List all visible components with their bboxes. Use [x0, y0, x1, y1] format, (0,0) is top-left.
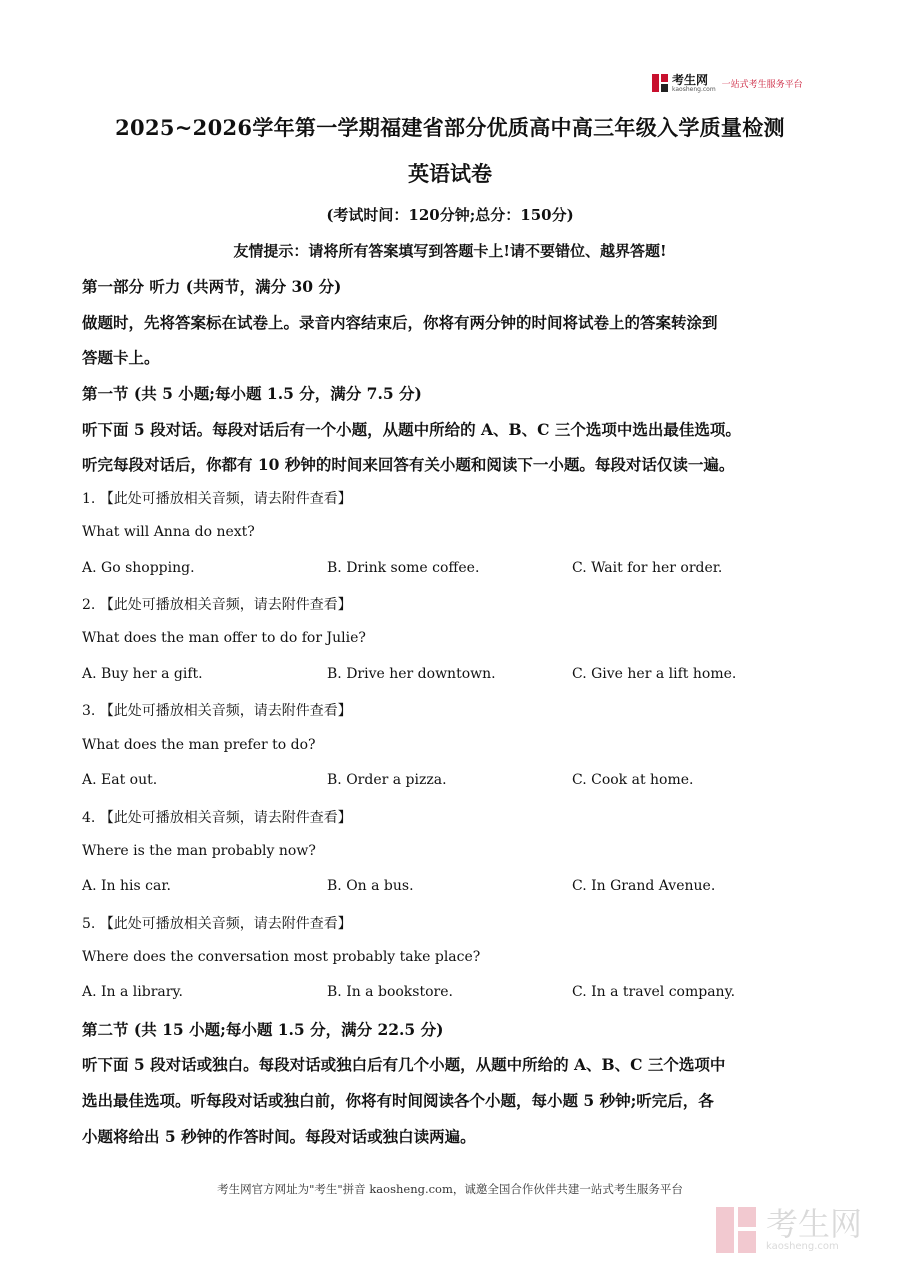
- question-text-q4: Where is the man probably now?: [82, 843, 316, 859]
- audio-placeholder-q1[interactable]: 1. 【此处可播放相关音频，请去附件查看】: [82, 491, 352, 507]
- option-a-q4: A. In his car.: [82, 878, 171, 894]
- question-text-q5: Where does the conversation most probably take place?: [82, 949, 481, 965]
- option-a-q5: A. In a library.: [82, 984, 183, 1000]
- section1-instruction: 听下面 5 段对话。每段对话后有一个小题，从题中所给的 A、B、C 三个选项中选出最佳选项。: [82, 420, 741, 439]
- option-a-q3: A. Eat out.: [82, 772, 158, 788]
- section1-heading: 第一节 (共 5 小题;每小题 1.5 分，满分 7.5 分): [82, 384, 422, 403]
- exam-info: (考试时间：120分钟;总分：150分): [326, 206, 574, 224]
- option-c-q3: C. Cook at home.: [572, 772, 694, 788]
- option-b-q1: B. Drink some coffee.: [327, 560, 480, 576]
- watermark-mark-icon: [716, 1207, 760, 1253]
- section2-instruction: 听下面 5 段对话或独白。每段对话或独白后有几个小题，从题中所给的 A、B、C 三个选项中: [82, 1055, 726, 1074]
- logo-name: 考生网: [672, 72, 709, 87]
- logo-slogan: 一站式考生服务平台: [721, 79, 803, 90]
- section2-heading: 第二节 (共 15 小题;每小题 1.5 分，满分 22.5 分): [82, 1020, 444, 1039]
- part1-instruction: 答题卡上。: [82, 348, 160, 367]
- question-text-q3: What does the man prefer to do?: [82, 737, 316, 753]
- footer-text: 考生网官方网址为"考生"拼音 kaosheng.com，诚邀全国合作伙伴共建一站式考生服务平台: [217, 1182, 683, 1196]
- logo-mark-icon: [652, 74, 668, 92]
- watermark-domain: kaosheng.com: [766, 1241, 839, 1252]
- question-text-q1: What will Anna do next?: [82, 524, 255, 540]
- audio-placeholder-q3[interactable]: 3. 【此处可播放相关音频，请去附件查看】: [82, 703, 352, 719]
- friendly-tip: 友情提示：请将所有答案填写到答题卡上!请不要错位、越界答题!: [233, 242, 667, 260]
- option-c-q4: C. In Grand Avenue.: [572, 878, 716, 894]
- section1-instruction: 听完每段对话后，你都有 10 秒钟的时间来回答有关小题和阅读下一小题。每段对话仅读一遍。: [82, 455, 735, 474]
- question-text-q2: What does the man offer to do for Julie?: [82, 630, 366, 646]
- exam-title: 2025~2026学年第一学期福建省部分优质高中高三年级入学质量检测: [115, 115, 785, 140]
- part1-heading: 第一部分 听力 (共两节，满分 30 分): [82, 277, 342, 296]
- option-c-q2: C. Give her a lift home.: [572, 666, 737, 682]
- audio-placeholder-q5[interactable]: 5. 【此处可播放相关音频，请去附件查看】: [82, 916, 352, 932]
- section2-instruction: 选出最佳选项。听每段对话或独白前，你将有时间阅读各个小题，每小题 5 秒钟;听完后，各: [82, 1091, 714, 1110]
- option-b-q5: B. In a bookstore.: [327, 984, 453, 1000]
- option-a-q1: A. Go shopping.: [82, 560, 195, 576]
- audio-placeholder-q2[interactable]: 2. 【此处可播放相关音频，请去附件查看】: [82, 597, 352, 613]
- watermark-logo: [716, 1204, 886, 1256]
- option-c-q5: C. In a travel company.: [572, 984, 736, 1000]
- watermark-name: 考生网: [766, 1205, 863, 1243]
- site-logo: [652, 72, 803, 94]
- part1-instruction: 做题时，先将答案标在试卷上。录音内容结束后，你将有两分钟的时间将试卷上的答案转涂到: [82, 313, 718, 332]
- option-b-q3: B. Order a pizza.: [327, 772, 447, 788]
- logo-domain: kaosheng.com: [672, 85, 716, 93]
- option-a-q2: A. Buy her a gift.: [82, 666, 203, 682]
- option-c-q1: C. Wait for her order.: [572, 560, 723, 576]
- exam-subtitle: 英语试卷: [408, 161, 492, 186]
- section2-instruction: 小题将给出 5 秒钟的作答时间。每段对话或独白读两遍。: [82, 1127, 476, 1146]
- option-b-q4: B. On a bus.: [327, 878, 414, 894]
- audio-placeholder-q4[interactable]: 4. 【此处可播放相关音频，请去附件查看】: [82, 810, 352, 826]
- option-b-q2: B. Drive her downtown.: [327, 666, 496, 682]
